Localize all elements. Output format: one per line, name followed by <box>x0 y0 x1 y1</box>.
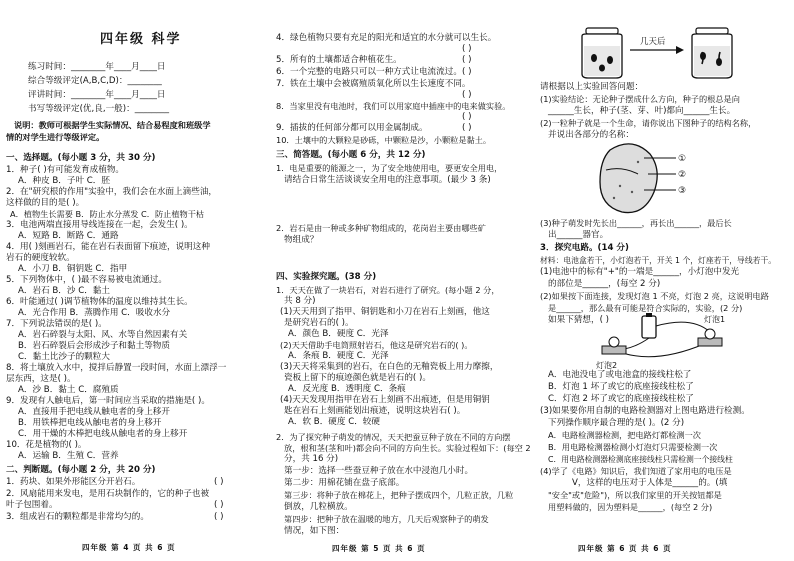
short-answer: 请结合日常生活谈谈安全用电的注意事项。(最少 3 条) <box>284 175 491 185</box>
experiment-text: 请根据以上实验回答问题： <box>540 82 644 92</box>
wire <box>656 322 710 332</box>
answer-paren: ( ) <box>462 67 472 77</box>
option-row: C．用电路检测器检测底座接线柱只需检测一个接线柱 <box>548 455 733 464</box>
judge-question: 7．铁在土壤中会被腐殖质氧化所以生长速度不同。 <box>276 79 471 89</box>
question: 7．下列说法错误的是( )。 <box>6 319 107 329</box>
option-row: B．用电路检测器检测小灯泡灯只需要检测一次 <box>548 442 718 452</box>
option-row: A．电池没电了或电池盒的接线柱松了 <box>548 370 692 380</box>
question: 1．种子( )有可能发育成植物。 <box>6 165 125 175</box>
section-title: 一、选择题。(每小题 3 分，共 30 分) <box>6 153 156 163</box>
question: 5．下列物体中，( )最不容易被电流通过。 <box>6 275 167 285</box>
info-line: 综合等级评定(A,B,C,D)：________ <box>28 76 162 86</box>
option-row: A．条痕 B．硬度 C．光泽 <box>288 351 389 361</box>
info-line: 练习时间：________年____月____日 <box>28 62 166 72</box>
option-row: A．小刀 B．铜钥匙 C．指甲 <box>18 264 128 274</box>
judge-question: 8．当家里没有电池时，我们可以用家庭中插座中的电来做实验。 <box>276 101 511 111</box>
question: 岩石的硬度较软。 <box>6 253 75 263</box>
experiment-text: (2)一粒种子就是一个生命，请你说出下图种子的结构名称， <box>540 118 757 128</box>
option-row: C．灯泡 2 坏了或它的底座接线柱松了 <box>548 394 694 404</box>
page-footer: 四年级 第 4 页 共 6 页 <box>82 543 176 552</box>
question: 3．电池两端直接用导线连接在一起，会发生( )。 <box>6 220 193 230</box>
short-answer: 2．岩石是由一种或多种矿物组成的，花岗岩主要由哪些矿 <box>276 223 486 233</box>
experiment-text: 下列操作顺序最合理的是( )。(2 分) <box>548 418 685 428</box>
option-row: A．光合作用 B．蒸腾作用 C．吸收水分 <box>18 308 171 318</box>
experiment-text: 1．天天在做了一块岩石，对岩石进行了研究。(每小题 2 分， <box>276 285 500 295</box>
experiment-text: 2．为了探究种子萌发的情况，天天把蚕豆种子放在不同的方向摆 <box>276 432 511 442</box>
experiment-text: 放，根和茎(茎和叶)都会向不同的方向生长。实验过程如下：(每空 2 <box>284 443 531 453</box>
answer-paren: ( ) <box>462 112 472 122</box>
judge-question: 9．插拔的任何部分都可以用金属制成。 <box>276 123 428 133</box>
jar-figure <box>572 22 742 84</box>
experiment-text: 共 8 分) <box>284 296 316 306</box>
judge-question: 叶子包围着。 <box>6 500 58 510</box>
experiment-text: (4)天天发现用指甲在岩石上刻画不出痕迹，但是用铜钥 <box>280 395 490 405</box>
experiment-text: 第二步：用棉花铺在盘子底部。 <box>284 478 405 488</box>
experiment-text: (3)天天将采集到的岩石，在白色的无釉瓷板上用力摩擦， <box>280 362 499 372</box>
column-page-4 <box>0 0 266 561</box>
info-line: 评讲时间：________年____月____日 <box>28 90 166 100</box>
option-row: A．电路检测器检测，把电路灯都检测一次 <box>548 430 701 440</box>
experiment-text: (4)学了《电路》知识后，我们知道了家用电的电压是 <box>540 466 732 476</box>
answer-paren: ( ) <box>462 44 472 54</box>
answer-paren: ( ) <box>214 512 224 522</box>
experiment-text: 的部位是______，(每空 2 分) <box>548 279 661 289</box>
option-row: A．运输 B．生殖 C．营养 <box>18 451 119 461</box>
question-title: 3．探究电路。(14 分) <box>540 243 629 253</box>
option-row: A．岩石碎裂与太阳、风、水等自然因素有关 <box>18 330 188 340</box>
question: 9．发现有人触电后，第一时间应当采取的措施是( )。 <box>6 396 210 406</box>
experiment-text: 第四步：把种子放在温暖的地方，几天后观察种子的萌发 <box>284 514 489 524</box>
experiment-text: 是研究岩石的( )。 <box>284 318 354 328</box>
experiment-text: (1)实验结论：无论种子摆成什么方向，种子的根总是向 <box>540 94 740 104</box>
experiment-text: 倒放，几粒横放。 <box>284 502 353 512</box>
bulb-2-label: 灯泡2 <box>596 361 618 370</box>
judge-question: 6．一个完整的电路只可以一种方式让电流流过。 <box>276 67 462 77</box>
page-title: 四年级 科学 <box>100 32 182 47</box>
section-title: 二、判断题。(每小题 2 分，共 20 分) <box>6 465 156 475</box>
experiment-text: 瓷板上留下的痕迹颜色就是岩石的( )。 <box>284 373 431 383</box>
option-row: A．植物生长需要 B．防止水分蒸发 C．防止植物干枯 <box>10 209 205 219</box>
seed-label: ③ <box>678 186 687 196</box>
experiment-text: 是______，那么最有可能是符合实际的，实验，(2 分) <box>548 303 743 313</box>
question: 10．花是植物的( )。 <box>6 440 87 450</box>
answer-paren: ( ) <box>214 477 224 487</box>
experiment-text: 如果下猜想，( ) <box>548 315 609 325</box>
experiment-text: (2)如果按下面连接，发现灯泡 1 不亮，灯泡 2 亮，这说明电路 <box>540 291 769 301</box>
bulb-1-icon <box>705 329 715 339</box>
info-line: 书写等级评定(优,良,一般)：________ <box>28 104 170 114</box>
section-title: 四、实验探究题。(38 分) <box>276 272 377 282</box>
bean-seed-icon <box>600 144 657 213</box>
experiment-text: 情况，如下图： <box>284 526 345 536</box>
section-title: 三、简答题。(每小题 6 分，共 12 分) <box>276 150 426 160</box>
answer-paren: ( ) <box>214 500 224 510</box>
experiment-text: 分，共 16 分) <box>284 454 339 464</box>
question: 2．在"研究根的作用"实验中，我们会在水面上滴些油， <box>6 187 218 197</box>
option-row: A．直接用手把电线从触电者的身上移开 <box>18 407 170 417</box>
experiment-text: 匙在岩石上刻画能划出痕迹，说明这块岩石( )。 <box>284 406 466 416</box>
option-row: B．岩石碎裂后会形成沙子和黏土等物质 <box>18 341 170 351</box>
column-page-6 <box>532 0 794 561</box>
judge-question: 1．药块、如果外形能区分开岩石。 <box>6 477 141 487</box>
answer-paren: ( ) <box>462 123 472 133</box>
option-row: A．颜色 B．硬度 C．光泽 <box>288 329 389 339</box>
page-footer: 四年级 第 5 页 共 6 页 <box>332 544 426 553</box>
seed-label: ② <box>678 170 687 180</box>
experiment-text: 并说出各部分的名称： <box>548 130 634 140</box>
option-row: A．短路 B．断路 C．通路 <box>18 231 119 241</box>
option-row: A．沙 B．黏土 C．腐殖质 <box>18 385 119 395</box>
bulb-1-label: 灯泡1 <box>704 315 726 324</box>
experiment-text: V，这样的电压对于人体是______的。(填 <box>572 478 728 488</box>
experiment-text: 第三步：将种子放在棉花上，把种子摆成四个，几粒正放，几粒 <box>284 490 514 500</box>
experiment-text: 第一步：选择一些蚕豆种子放在水中浸泡几小时。 <box>284 466 474 476</box>
jar-after-icon <box>692 28 732 78</box>
option-row: B．用铁棒把电线从触电者的身上移开 <box>18 418 162 428</box>
jar-before-icon <box>582 28 622 78</box>
judge-question: 10．土壤中的大颗粒是砂砾，中颗粒是沙，小颗粒是黏土。 <box>276 135 492 145</box>
option-row: A．软 B．硬度 C．较硬 <box>288 417 380 427</box>
wire <box>614 344 704 357</box>
option-row: A．种皮 B．子叶 C．胚 <box>18 176 110 186</box>
seed-label: ① <box>678 154 687 164</box>
seed-figure <box>592 140 702 220</box>
judge-question: 3．组成岩石的颗粒都是非常均匀的。 <box>6 512 149 522</box>
instruction-note: 情的对学生进行等级评定。 <box>6 132 105 142</box>
bulb-2-icon <box>609 337 619 347</box>
experiment-text: 材料：电池盒若干，小灯泡若干，开关 1 个，灯座若干，导线若干。 <box>540 256 777 265</box>
judge-question: 2．风扇能用来发电，是用石块制作的，它的种子也被 <box>6 489 210 499</box>
experiment-text: (3)种子萌发时先长出______，再长出______，最后长 <box>540 218 732 228</box>
option-row: A．岩石 B．沙 C．黏土 <box>18 286 110 296</box>
experiment-text: (1)电池中的标有"+"的一端是______，小灯泡中发光 <box>540 267 740 277</box>
experiment-text: (3)如果要你用自制的电路检测器对上图电路进行检测。 <box>540 406 750 416</box>
experiment-text: 出______器官。 <box>548 230 609 240</box>
answer-paren: ( ) <box>462 55 472 65</box>
short-answer: 1．电是重要的能源之一，为了安全地使用电，要更安全用电， <box>276 163 503 173</box>
option-row: C．黏土比沙子的颗粒大 <box>18 352 110 362</box>
question: 6．叶能通过( )调节植物体的温度以维持其生长。 <box>6 297 193 307</box>
experiment-text: (1)天天用到了指甲、铜钥匙和小刀在岩石上刻画，他这 <box>280 307 490 317</box>
page-footer: 四年级 第 6 页 共 6 页 <box>578 544 672 553</box>
question: 4．用( )刻画岩石，能在岩石表面留下痕迹，说明这种 <box>6 242 210 252</box>
option-row: C．用干燥的木棒把电线从触电者的身上移开 <box>18 429 188 439</box>
experiment-text: 用塑料做的，因为塑料是______，(每空 2 分) <box>548 502 713 512</box>
experiment-text: "安全"或"危险")，所以我们家里的开关按钮都是 <box>548 490 722 500</box>
question: 8．将土壤放入水中，搅拌后静置一段时间，水面上漂浮一 <box>6 363 227 373</box>
column-page-5 <box>266 0 532 561</box>
question: 层东西，这是( )。 <box>6 374 76 384</box>
question: 这样做的目的是( )。 <box>6 198 85 208</box>
judge-question: 5．所有的土壤都适合种植花生。 <box>276 55 402 65</box>
experiment-text: (2)天天借助手电筒照射岩石，他这是研究岩石的( )。 <box>280 340 473 350</box>
battery-icon <box>642 316 656 338</box>
answer-paren: ( ) <box>462 90 472 100</box>
option-row: B．灯泡 1 坏了或它的底座接线柱松了 <box>548 382 694 392</box>
short-answer: 物组成？ <box>284 235 319 245</box>
option-row: A．反光度 B．透明度 C．条痕 <box>288 384 406 394</box>
circuit-figure <box>592 310 742 370</box>
judge-question: 4．绿色植物只要有充足的阳光和适宜的水分就可以生长。 <box>276 33 497 43</box>
days-later-label: 几天后 <box>640 37 666 47</box>
instruction-note: 说明：教师可根据学生实际情况、结合易程度和班级学 <box>14 120 211 130</box>
experiment-text: ______生长，种子(茎、芽、叶)都向______生长。 <box>548 106 736 116</box>
